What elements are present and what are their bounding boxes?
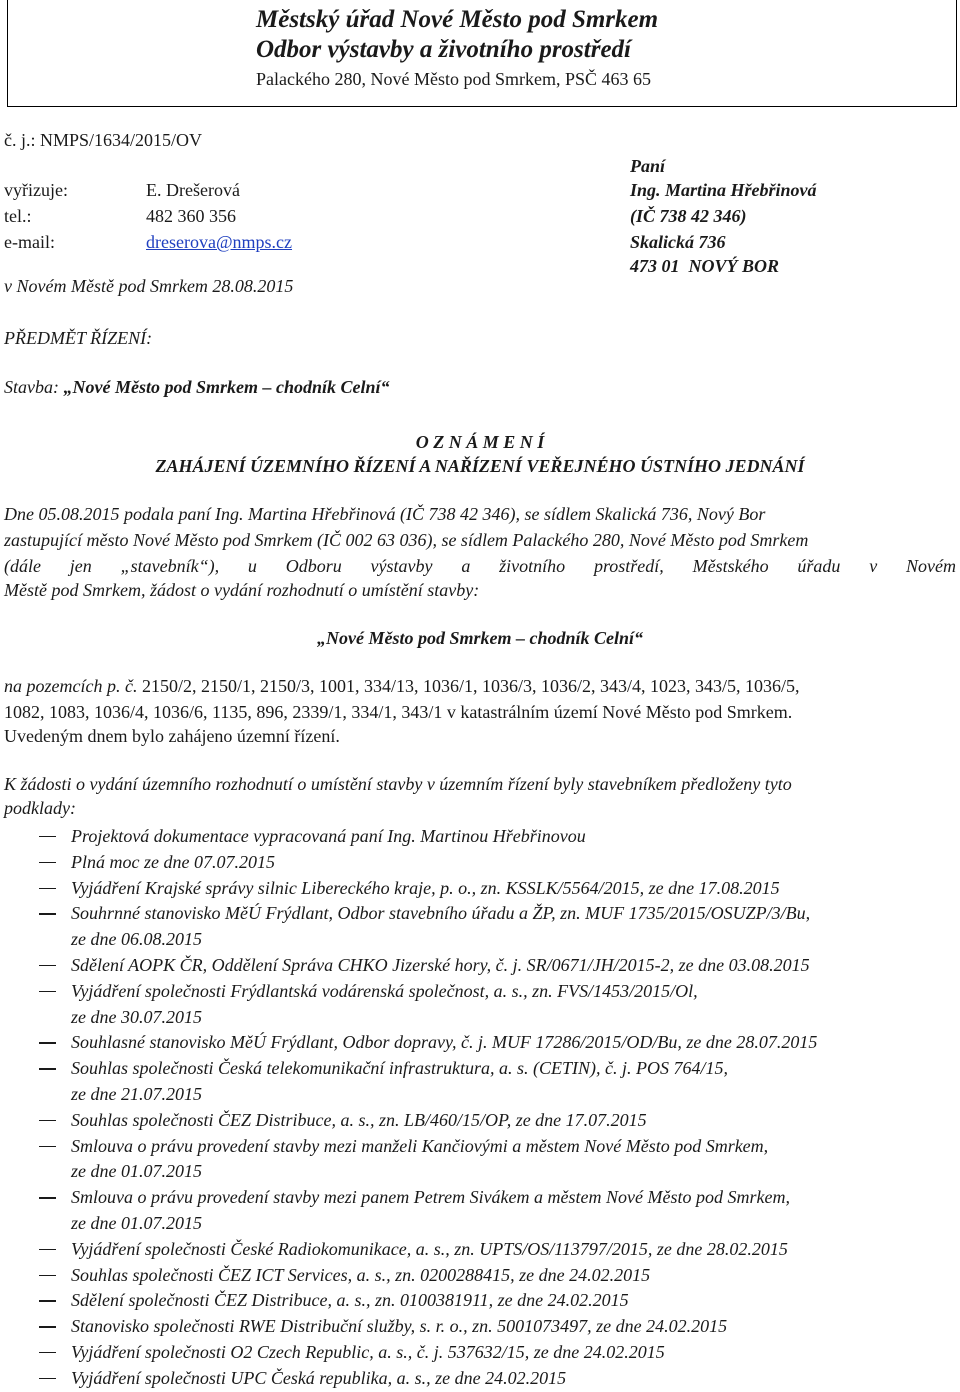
phone-label: tel.: xyxy=(4,206,32,226)
intro-line-3: (dále jen „stavebník“), u Odboru výstavby a životního prostředí, Městského úřadu v Novém xyxy=(4,556,956,576)
list-item xyxy=(0,901,960,953)
list-item xyxy=(0,953,960,979)
list-item xyxy=(0,1108,960,1134)
docs-intro-line-1: K žádosti o vydání územního rozhodnutí o umístění stavby v územním řízení byly stavebníkem předloženy tyto xyxy=(4,774,792,794)
stavba-centered: „Nové Město pod Smrkem – chodník Celní“ xyxy=(316,628,643,648)
list-item-text: Plná moc ze dne 07.07.2015 xyxy=(71,851,275,872)
documents-list xyxy=(0,824,960,1392)
list-item-text: Stanovisko společnosti RWE Distribuční služby, s. r. o., zn. 5001073497, ze dne 24.02.2015 xyxy=(71,1316,728,1337)
list-item-continuation: ze dne 30.07.2015 xyxy=(71,1006,202,1027)
list-item xyxy=(0,1237,960,1263)
handler-value: E. Drešerová xyxy=(146,180,240,200)
list-item-continuation: ze dne 01.07.2015 xyxy=(71,1161,202,1182)
recipient-name: Ing. Martina Hřebřinová xyxy=(630,180,817,200)
list-item-text: Vyjádření společnosti České Radiokomunikace, a. s., zn. UPTS/OS/113797/2015, ze dne 28.02.2015 xyxy=(71,1238,788,1259)
list-item xyxy=(0,1185,960,1237)
list-item xyxy=(0,1340,960,1366)
email-label: e-mail: xyxy=(4,232,55,252)
notice-subtitle: ZAHÁJENÍ ÚZEMNÍHO ŘÍZENÍ A NAŘÍZENÍ VEŘEJNÉHO ÚSTNÍHO JEDNÁNÍ xyxy=(155,456,805,476)
docs-intro-line-2: podklady: xyxy=(4,798,76,818)
parcels-lead: na pozemcích p. č. xyxy=(4,676,142,696)
list-item-text: Smlouva o právu provedení stavby mezi panem Petrem Sivákem a městem Nové Město pod Smrkem, xyxy=(71,1187,790,1208)
list-item-text: Vyjádření společnosti UPC Česká republika, a. s., ze dne 24.02.2015 xyxy=(71,1367,567,1388)
list-item-continuation: ze dne 21.07.2015 xyxy=(71,1083,202,1104)
list-item-text: Vyjádření Krajské správy silnic Libereckého kraje, p. o., zn. KSSLK/5564/2015, ze dne 17.08.2015 xyxy=(71,877,780,898)
list-item xyxy=(0,850,960,876)
stavba-name: „Nové Město pod Smrkem – chodník Celní“ xyxy=(63,377,390,397)
place-date: v Novém Městě pod Smrkem 28.08.2015 xyxy=(4,276,294,296)
list-item xyxy=(0,1263,960,1289)
reference-number: č. j.: NMPS/1634/2015/OV xyxy=(4,130,203,150)
handler-label: vyřizuje: xyxy=(4,180,68,200)
list-item xyxy=(0,1366,960,1392)
parcels-line-1 xyxy=(4,676,799,697)
parcels-line-2: 1082, 1083, 1036/4, 1036/6, 1135, 896, 2339/1, 334/1, 343/1 v katastrálním území Nové Město pod Smrkem. xyxy=(4,702,793,722)
department-name: Odbor výstavby a životního prostředí xyxy=(256,36,631,63)
list-item-text: Vyjádření společnosti Frýdlantská vodárenská společnost, a. s., zn. FVS/1453/2015/Ol, xyxy=(71,980,698,1001)
recipient-ic: (IČ 738 42 346) xyxy=(630,206,747,226)
parcels-list-1: 2150/2, 2150/1, 2150/3, 1001, 334/13, 1036/1, 1036/3, 1036/2, 343/4, 1023, 343/5, 1036/5, xyxy=(141,676,800,696)
list-item-text: Projektová dokumentace vypracovaná paní Ing. Martinou Hřebřinovou xyxy=(71,826,586,846)
list-item-text: Souhlas společnosti Česká telekomunikační infrastruktura, a. s. (CETIN), č. j. POS 764/15, xyxy=(71,1058,728,1079)
office-name: Městský úřad Nové Město pod Smrkem xyxy=(256,6,659,33)
stavba-line xyxy=(4,377,390,398)
list-item-text: Smlouva o právu provedení stavby mezi manželi Kančiovými a městem Nové Město pod Smrkem, xyxy=(71,1135,769,1156)
parcels-line-3: Uvedeným dnem bylo zahájeno územní řízení. xyxy=(4,726,340,746)
list-item-text: Sdělení společnosti ČEZ Distribuce, a. s., zn. 0100381911, ze dne 24.02.2015 xyxy=(71,1290,629,1311)
phone-value: 482 360 356 xyxy=(146,206,236,226)
list-item-continuation: ze dne 01.07.2015 xyxy=(71,1212,202,1233)
intro-line-4: Městě pod Smrkem, žádost o vydání rozhodnutí o umístění stavby: xyxy=(4,580,480,600)
notice-title: O Z N Á M E N Í xyxy=(415,432,545,452)
list-item-continuation: ze dne 06.08.2015 xyxy=(71,929,202,950)
list-item-text: Sdělení AOPK ČR, Oddělení Správa CHKO Jizerské hory, č. j. SR/0671/JH/2015-2, ze dne 03.08.2015 xyxy=(71,954,810,975)
recipient-city: 473 01 NOVÝ BOR xyxy=(630,256,780,276)
list-item xyxy=(0,824,960,850)
email-link[interactable]: dreserova@nmps.cz xyxy=(146,232,293,252)
list-item xyxy=(0,979,960,1031)
list-item xyxy=(0,1030,960,1056)
list-item xyxy=(0,1314,960,1340)
list-item-text: Vyjádření společnosti O2 Czech Republic, a. s., č. j. 537632/15, ze dne 24.02.2015 xyxy=(71,1341,665,1362)
office-address: Palackého 280, Nové Město pod Smrkem, PSČ 463 65 xyxy=(256,69,651,89)
list-item xyxy=(0,1134,960,1186)
list-item-text: Souhrnné stanovisko MěÚ Frýdlant, Odbor stavebního úřadu a ŽP, zn. MUF 1735/2015/OSUZP/3/Bu, xyxy=(71,903,811,924)
list-item xyxy=(0,876,960,902)
stavba-label: Stavba: xyxy=(4,377,64,397)
recipient-street: Skalická 736 xyxy=(630,232,726,252)
list-item-text: Souhlasné stanovisko MěÚ Frýdlant, Odbor dopravy, č. j. MUF 17286/2015/OD/Bu, ze dne 28.07.2015 xyxy=(71,1032,818,1053)
list-item xyxy=(0,1288,960,1314)
intro-line-2: zastupující město Nové Město pod Smrkem (IČ 002 63 036), se sídlem Palackého 280, Nové Město pod Smrkem xyxy=(4,530,809,550)
list-item xyxy=(0,1056,960,1108)
list-item-text: Souhlas společnosti ČEZ ICT Services, a. s., zn. 0200288415, ze dne 24.02.2015 xyxy=(71,1264,651,1285)
subject-label: PŘEDMĚT ŘÍZENÍ: xyxy=(4,328,153,348)
intro-line-1: Dne 05.08.2015 podala paní Ing. Martina Hřebřinová (IČ 738 42 346), se sídlem Skalická 736, Nový Bor xyxy=(4,504,766,524)
list-item-text: Souhlas společnosti ČEZ Distribuce, a. s., zn. LB/460/15/OP, ze dne 17.07.2015 xyxy=(71,1109,647,1130)
recipient-salutation: Paní xyxy=(630,156,666,176)
